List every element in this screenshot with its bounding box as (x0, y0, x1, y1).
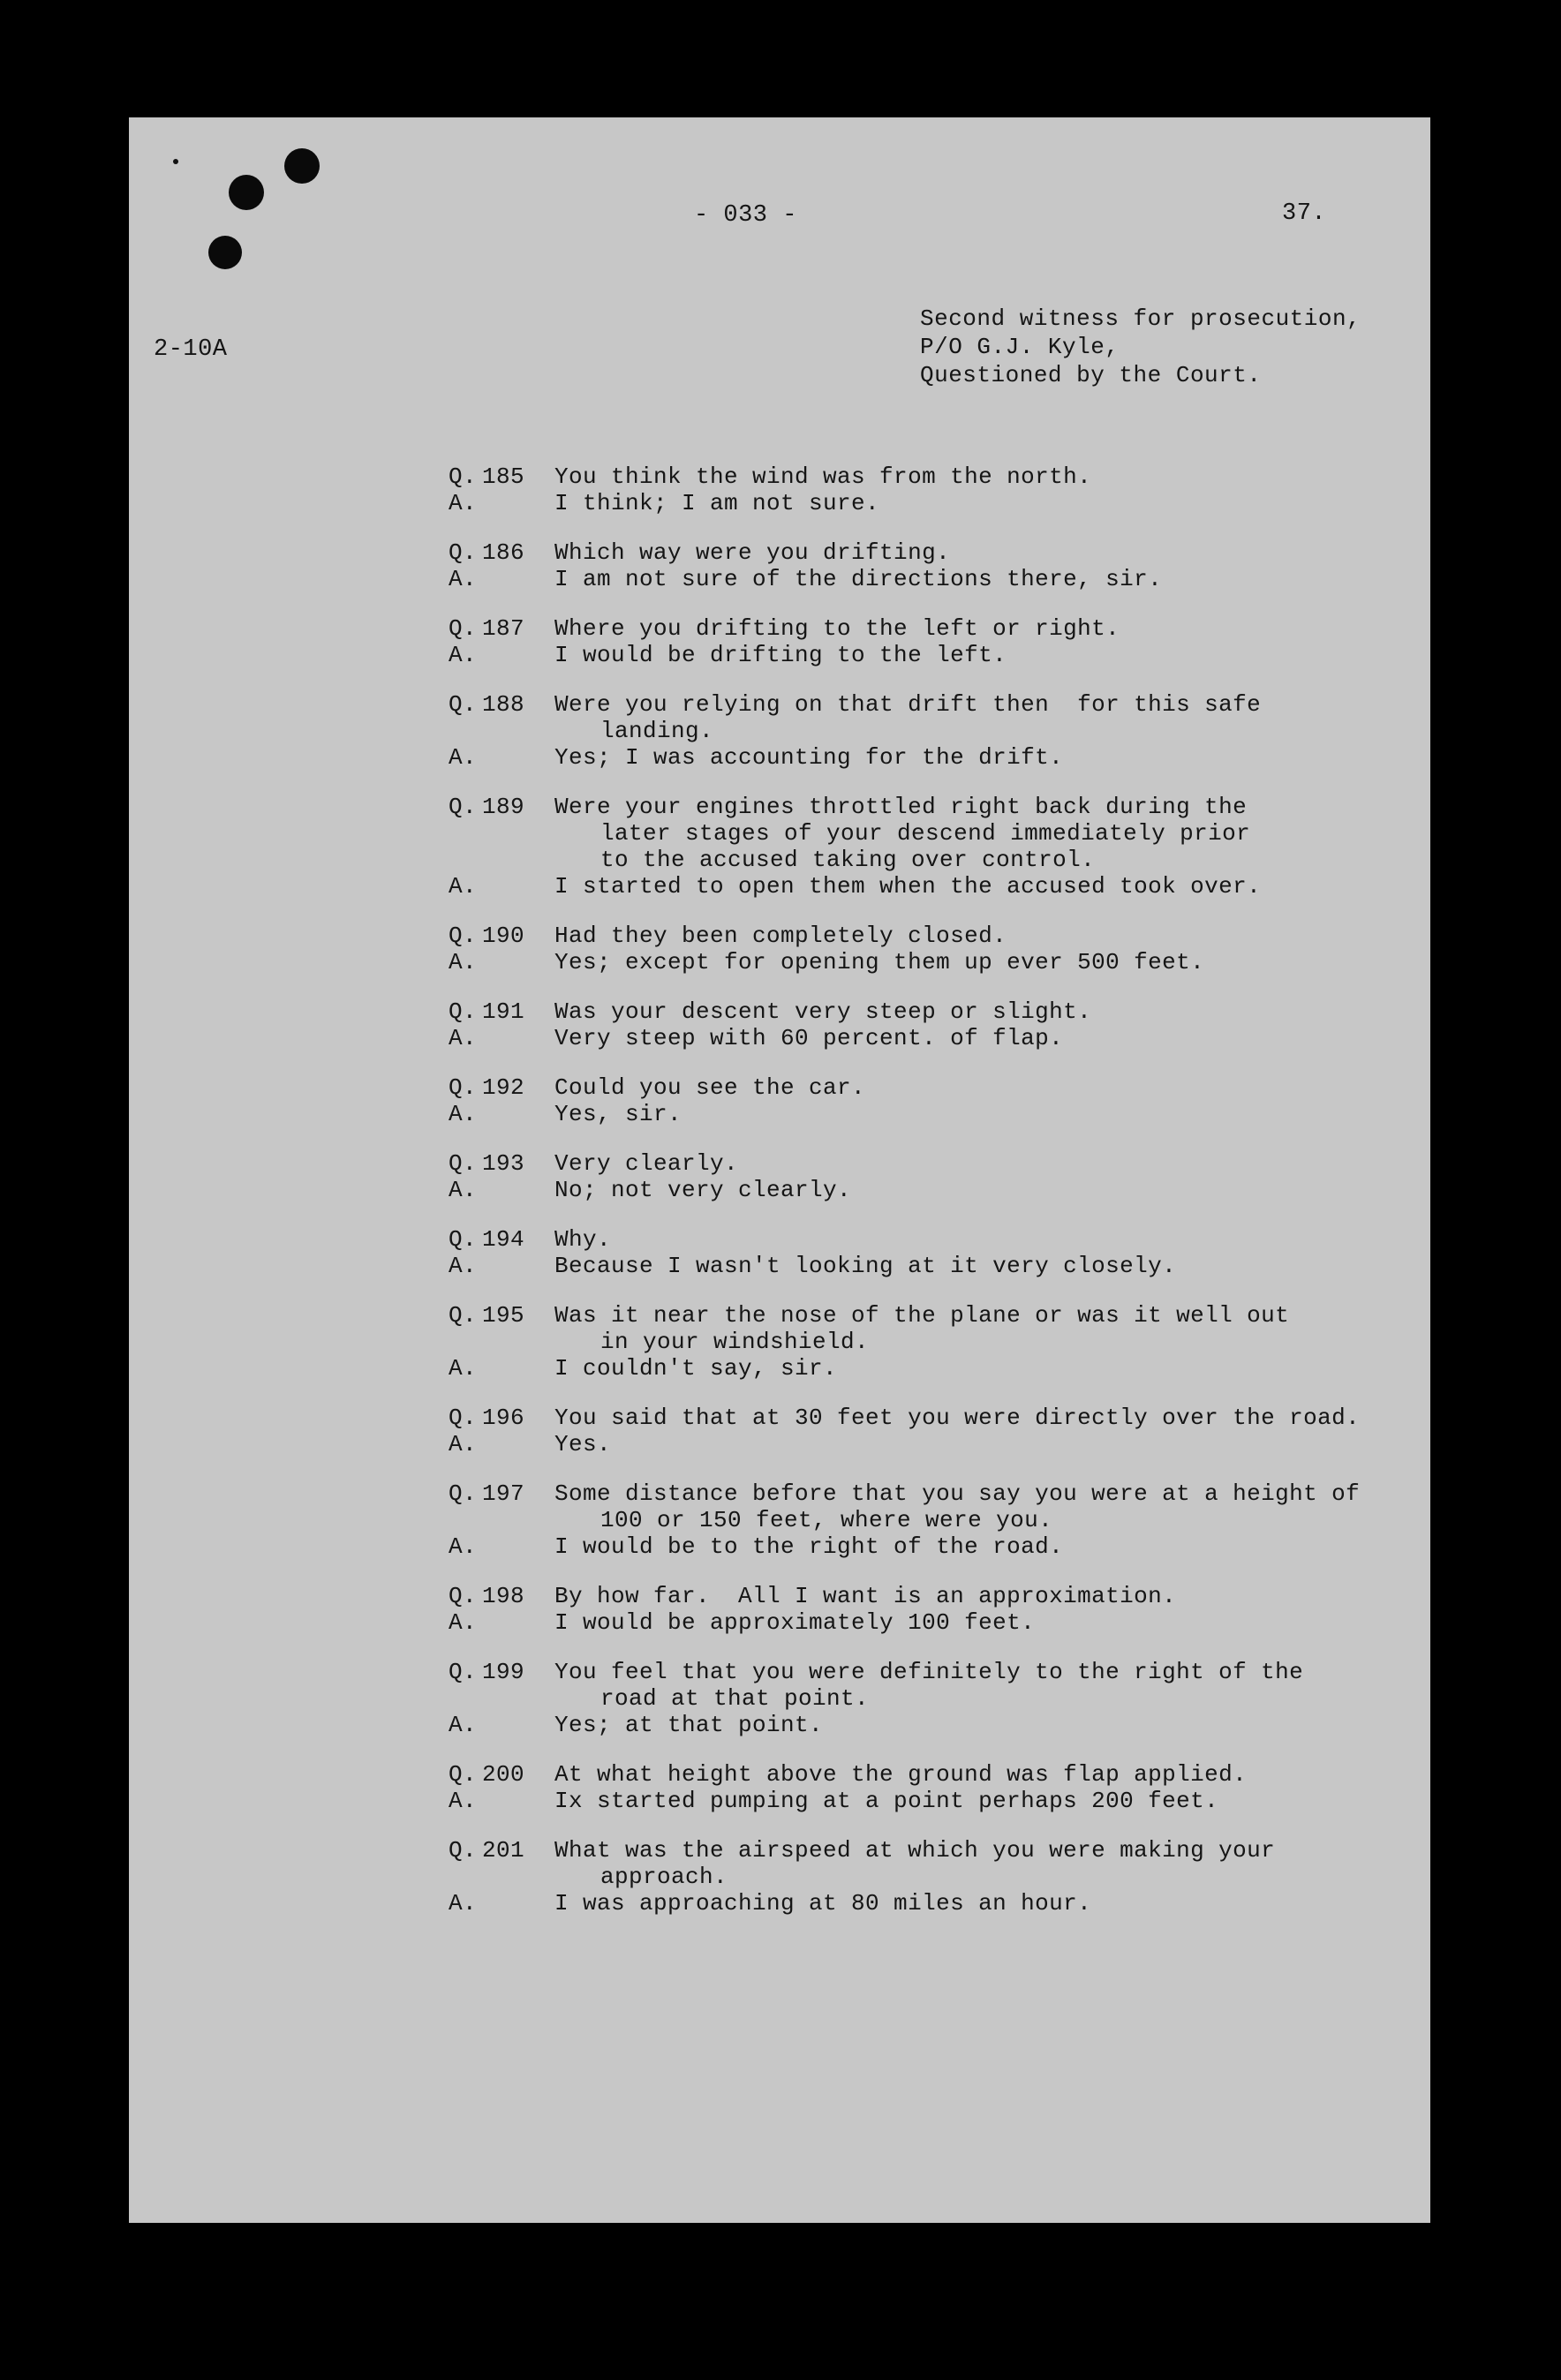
question-number: 197 (482, 1480, 525, 1507)
question-line (449, 1074, 1420, 1101)
question-label (449, 1685, 554, 1712)
qa-entry (449, 1480, 1420, 1560)
answer-label: A. (449, 873, 478, 900)
question-label: Q. 196 (449, 1405, 525, 1431)
answer-label: A. (449, 949, 478, 975)
qa-entry (449, 794, 1420, 900)
question-line (449, 1302, 1420, 1329)
question-text: Where you drifting to the left or right. (554, 615, 1120, 642)
question-line (449, 1659, 1420, 1685)
qa-entry (449, 1583, 1420, 1636)
answer-label: A. (449, 1431, 478, 1457)
answer-line (449, 1177, 1420, 1203)
answer-text: I would be approximately 100 feet. (554, 1609, 1036, 1636)
question-text: Which way were you drifting. (554, 539, 951, 566)
question-text: Had they been completely closed. (554, 923, 1007, 949)
question-label: Q. 198 (449, 1583, 525, 1609)
question-number: 193 (482, 1150, 525, 1177)
qa-entry (449, 998, 1420, 1051)
caption-line: Second witness for prosecution, (920, 305, 1361, 332)
answer-text: I couldn't say, sir. (554, 1355, 838, 1382)
answer-label: A. (449, 642, 478, 668)
qa-entry (449, 1761, 1420, 1814)
qa-entry (449, 1837, 1420, 1917)
question-number: 189 (482, 794, 525, 820)
question-label: Q. 197 (449, 1480, 525, 1507)
qa-entry (449, 615, 1420, 668)
question-label: Q. 185 (449, 463, 525, 490)
question-label: Q. 193 (449, 1150, 525, 1177)
qa-entry (449, 1226, 1420, 1279)
answer-label: A. (449, 566, 478, 592)
question-line (449, 1150, 1420, 1177)
answer-text: Yes; I was accounting for the drift. (554, 744, 1064, 771)
question-label: Q. 191 (449, 998, 525, 1025)
answer-line (449, 744, 1420, 771)
punch-hole (208, 236, 242, 269)
question-label: Q. 189 (449, 794, 525, 820)
caption-line: Questioned by the Court. (920, 362, 1262, 388)
answer-label: A. (449, 1177, 478, 1203)
margin-reference: 2-10A (154, 336, 228, 363)
qa-entry (449, 539, 1420, 592)
question-line (449, 794, 1420, 820)
question-number: 185 (482, 463, 525, 490)
question-line (449, 1761, 1420, 1788)
answer-text: Yes. (554, 1431, 612, 1457)
question-label (449, 1507, 554, 1533)
question-text: You said that at 30 feet you were directly over the road. (554, 1405, 1361, 1431)
question-label (449, 847, 554, 873)
question-number: 199 (482, 1659, 525, 1685)
question-number: 195 (482, 1302, 525, 1329)
punch-hole (229, 175, 264, 210)
question-line (449, 998, 1420, 1025)
question-label: Q. 200 (449, 1761, 525, 1788)
question-text: later stages of your descend immediately prior (600, 820, 1251, 847)
question-number: 190 (482, 923, 525, 949)
question-text: By how far. All I want is an approximation. (554, 1583, 1177, 1609)
question-text: At what height above the ground was flap applied. (554, 1761, 1248, 1788)
question-number: 201 (482, 1837, 525, 1864)
question-number: 186 (482, 539, 525, 566)
answer-line (449, 1533, 1420, 1560)
answer-text: I started to open them when the accused took over. (554, 873, 1262, 900)
qa-entry (449, 1074, 1420, 1127)
question-line (449, 463, 1420, 490)
question-label: Q. 186 (449, 539, 525, 566)
question-label: Q. 201 (449, 1837, 525, 1864)
question-text: You feel that you were definitely to the right of the (554, 1659, 1304, 1685)
answer-text: Yes; except for opening them up ever 500 feet. (554, 949, 1205, 975)
qa-entry (449, 923, 1420, 975)
answer-line (449, 1712, 1420, 1738)
answer-line (449, 1609, 1420, 1636)
question-text: 100 or 150 feet, where were you. (600, 1507, 1053, 1533)
question-text: road at that point. (600, 1685, 870, 1712)
answer-label: A. (449, 744, 478, 771)
answer-text: Very steep with 60 percent. of flap. (554, 1025, 1064, 1051)
question-line (449, 691, 1420, 718)
answer-line (449, 1355, 1420, 1382)
question-line (449, 718, 1420, 744)
question-line (449, 615, 1420, 642)
answer-text: I am not sure of the directions there, sir. (554, 566, 1163, 592)
answer-line (449, 1890, 1420, 1917)
question-line (449, 1685, 1420, 1712)
question-label: Q. 190 (449, 923, 525, 949)
witness-caption (920, 305, 1361, 389)
question-line (449, 1480, 1420, 1507)
qa-entry (449, 1659, 1420, 1738)
answer-label: A. (449, 1355, 478, 1382)
answer-label: A. (449, 1025, 478, 1051)
question-text: Very clearly. (554, 1150, 739, 1177)
answer-label: A. (449, 1101, 478, 1127)
answer-label: A. (449, 1788, 478, 1814)
question-label: Q. 195 (449, 1302, 525, 1329)
question-text: What was the airspeed at which you were making your (554, 1837, 1276, 1864)
question-line (449, 1329, 1420, 1355)
question-line (449, 1583, 1420, 1609)
question-line (449, 923, 1420, 949)
question-label (449, 1329, 554, 1355)
answer-line (449, 873, 1420, 900)
question-line (449, 1507, 1420, 1533)
answer-text: I would be drifting to the left. (554, 642, 1007, 668)
question-number: 198 (482, 1583, 525, 1609)
answer-text: I would be to the right of the road. (554, 1533, 1064, 1560)
question-label: Q. 187 (449, 615, 525, 642)
question-text: Some distance before that you say you were at a height of (554, 1480, 1361, 1507)
question-line (449, 1405, 1420, 1431)
testimony-list (449, 463, 1420, 1939)
question-number: 192 (482, 1074, 525, 1101)
answer-text: No; not very clearly. (554, 1177, 852, 1203)
answer-line (449, 1788, 1420, 1814)
answer-line (449, 949, 1420, 975)
question-text: You think the wind was from the north. (554, 463, 1092, 490)
answer-line (449, 490, 1420, 516)
question-text: Was your descent very steep or slight. (554, 998, 1092, 1025)
answer-text: I think; I am not sure. (554, 490, 880, 516)
answer-label: A. (449, 1253, 478, 1279)
question-number: 194 (482, 1226, 525, 1253)
answer-text: I was approaching at 80 miles an hour. (554, 1890, 1092, 1917)
question-line (449, 539, 1420, 566)
question-label: Q. 192 (449, 1074, 525, 1101)
document-page (129, 117, 1430, 2223)
question-line (449, 847, 1420, 873)
answer-text: Yes, sir. (554, 1101, 682, 1127)
question-text: to the accused taking over control. (600, 847, 1096, 873)
question-number: 188 (482, 691, 525, 718)
question-text: Why. (554, 1226, 612, 1253)
answer-line (449, 566, 1420, 592)
answer-line (449, 1101, 1420, 1127)
question-label (449, 718, 554, 744)
answer-label: A. (449, 1890, 478, 1917)
qa-entry (449, 463, 1420, 516)
question-label: Q. 194 (449, 1226, 525, 1253)
question-line (449, 1226, 1420, 1253)
question-text: Could you see the car. (554, 1074, 866, 1101)
answer-line (449, 1253, 1420, 1279)
answer-line (449, 1431, 1420, 1457)
qa-entry (449, 691, 1420, 771)
question-label (449, 820, 554, 847)
caption-line: P/O G.J. Kyle, (920, 334, 1120, 360)
question-text: Was it near the nose of the plane or was it well out (554, 1302, 1290, 1329)
answer-line (449, 1025, 1420, 1051)
question-label (449, 1864, 554, 1890)
qa-entry (449, 1150, 1420, 1203)
question-number: 187 (482, 615, 525, 642)
answer-label: A. (449, 490, 478, 516)
qa-entry (449, 1405, 1420, 1457)
answer-text: Yes; at that point. (554, 1712, 824, 1738)
question-text: Were you relying on that drift then for this safe (554, 691, 1262, 718)
question-number: 196 (482, 1405, 525, 1431)
answer-text: Ix started pumping at a point perhaps 200 feet. (554, 1788, 1219, 1814)
question-label: Q. 188 (449, 691, 525, 718)
question-text: approach. (600, 1864, 728, 1890)
question-line (449, 1864, 1420, 1890)
question-label: Q. 199 (449, 1659, 525, 1685)
answer-text: Because I wasn't looking at it very closely. (554, 1253, 1177, 1279)
question-number: 191 (482, 998, 525, 1025)
answer-label: A. (449, 1609, 478, 1636)
center-page-number: - 033 - (694, 202, 797, 229)
question-text: landing. (600, 718, 714, 744)
question-number: 200 (482, 1761, 525, 1788)
answer-label: A. (449, 1712, 478, 1738)
punch-hole (284, 148, 320, 184)
question-line (449, 1837, 1420, 1864)
question-text: in your windshield. (600, 1329, 870, 1355)
ink-speck (173, 159, 178, 164)
answer-label: A. (449, 1533, 478, 1560)
qa-entry (449, 1302, 1420, 1382)
question-text: Were your engines throttled right back during the (554, 794, 1248, 820)
page-number: 37. (1282, 200, 1327, 227)
question-line (449, 820, 1420, 847)
answer-line (449, 642, 1420, 668)
